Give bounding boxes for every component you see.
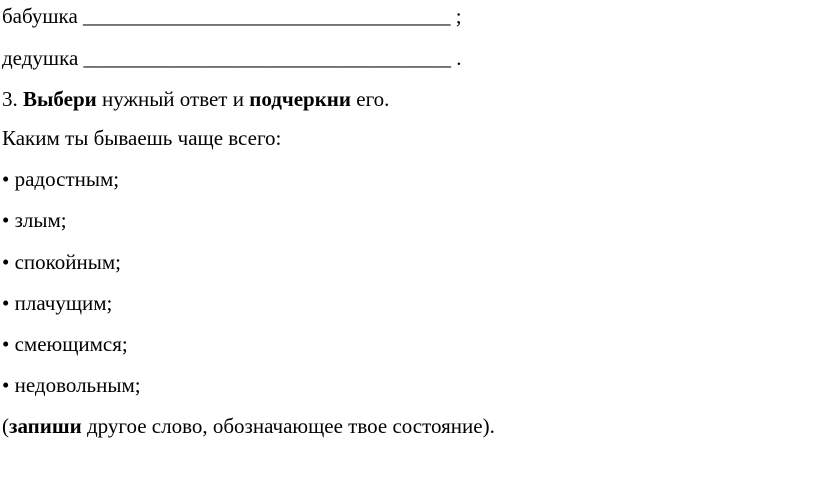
option-crying: • плачущим; xyxy=(2,291,113,315)
task-text-1: нужный ответ и xyxy=(101,87,244,111)
grandpa-line: дедушка ___________________________________ . xyxy=(2,46,462,70)
option-calm: • спокойным; xyxy=(2,250,122,274)
option-joyful: • радостным; xyxy=(2,167,120,191)
task-number: 3. xyxy=(2,87,18,111)
task-verb-underline: подчеркни xyxy=(249,87,351,111)
write-other-word-line xyxy=(2,414,495,438)
grandma-line: бабушка ___________________________________ ; xyxy=(2,4,462,28)
option-angry: • злым; xyxy=(2,208,67,232)
question-line: Каким ты бываешь чаще всего: xyxy=(2,126,282,150)
task-verb-choose: Выбери xyxy=(23,87,97,111)
task-text-2: его. xyxy=(356,87,390,111)
task-line xyxy=(2,87,389,111)
option-laughing: • смеющимся; xyxy=(2,332,128,356)
write-instruction: другое слово, обозначающее твое состояние). xyxy=(86,414,495,438)
paren-open: ( xyxy=(2,414,9,438)
write-verb: запиши xyxy=(9,414,82,438)
option-dissatisfied: • недовольным; xyxy=(2,373,141,397)
